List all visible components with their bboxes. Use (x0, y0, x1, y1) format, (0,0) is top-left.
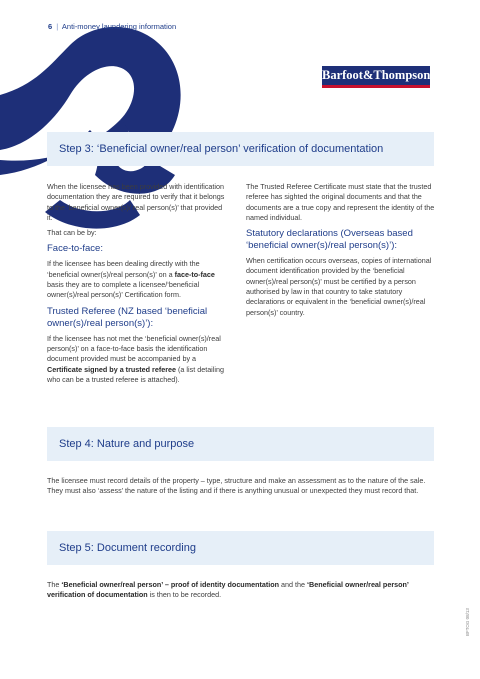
step5-text-part2: and the (279, 580, 308, 589)
step5-bold-2: ‘Beneficial owner/real person’ verification of documentation (47, 580, 409, 600)
step4-text: The licensee must record details of the property – type, structure and make an assessment as to the nature of the sale. They must also ‘assess’ the nature of the listing and if there is anything unusual or unexpected they must record that. (47, 476, 426, 496)
step5-text-part1: The (47, 580, 62, 589)
step5-bold-1: ‘Beneficial owner/real person’ – proof of identity documentation (61, 580, 280, 589)
face-text-bold: face-to-face (174, 269, 215, 279)
certificate-text: The Trusted Referee Certificate must state that the trusted referee has sighted the original documents and that the documents are a true copy and represent the identity of the named individual. (246, 182, 435, 222)
statutory-text: When certification occurs overseas, copies of international document identification provided by the ‘beneficial owner(s)/real person(s)’ must be certified by a person authorised by law in that country to take statutory declarations or equivalent in the ‘beneficial owner(s)/real person(s)’ country. (246, 256, 432, 317)
trusted-text-part1: If the licensee has not met the ‘beneficial owner(s)/real person(s)’ on a face-to-face basis the identification document provided must be accompanied by a (47, 333, 221, 364)
face-to-face-text (47, 259, 225, 300)
step3-heading: Step 3: ‘Beneficial owner/real person’ verification of documentation (59, 143, 384, 155)
face-text-part2: basis they are to complete a licensee/‘beneficial owner(s)/real person(s)’ Certification form. (47, 280, 200, 300)
logo-stripe (322, 85, 430, 88)
trusted-text-bold: Certificate signed by a trusted referee (47, 364, 177, 374)
document-code: BFTOG 08/13 (465, 608, 470, 636)
step5-text-part3: is then to be recorded. (147, 590, 222, 600)
step5-heading-box (47, 531, 434, 565)
header-separator: | (56, 22, 59, 31)
header-title: Anti-money laundering information (61, 22, 177, 31)
face-text-part1: If the licensee has been dealing directly with the ‘beneficial owner(s)/real person(s)’ on a (47, 259, 200, 279)
step3-intro: When the licensee has been provided with identification documentation they are required to verify that it belongs to the ‘beneficial owner(s)/ real person(s)’ that provided it. (47, 182, 225, 222)
step3-heading-box (47, 132, 434, 166)
trusted-text-part2: (a list detailing who can be a trusted referee is attached). (47, 364, 224, 384)
step3-left-column (47, 182, 225, 390)
step3-right-column (246, 182, 436, 323)
step5-text (47, 580, 437, 601)
statutory-heading: Statutory declarations (Overseas based ‘beneficial owner(s)/real person(s)’): (246, 228, 413, 252)
step4-heading: Step 4: Nature and purpose (59, 438, 195, 450)
step4-heading-box (47, 427, 434, 461)
step3-that-can-be: That can be by: (47, 228, 97, 238)
logo-text: Barfoot&Thompson (322, 68, 431, 82)
step5-heading: Step 5: Document recording (59, 542, 196, 554)
trusted-referee-heading: Trusted Referee (NZ based ‘beneficial owner(s)/real person(s)’): (47, 305, 208, 329)
face-to-face-heading: Face-to-face: (47, 243, 103, 255)
trusted-referee-text (47, 334, 225, 385)
company-logo (322, 66, 430, 88)
page-number: 6 (48, 22, 53, 31)
page-header (48, 22, 176, 31)
